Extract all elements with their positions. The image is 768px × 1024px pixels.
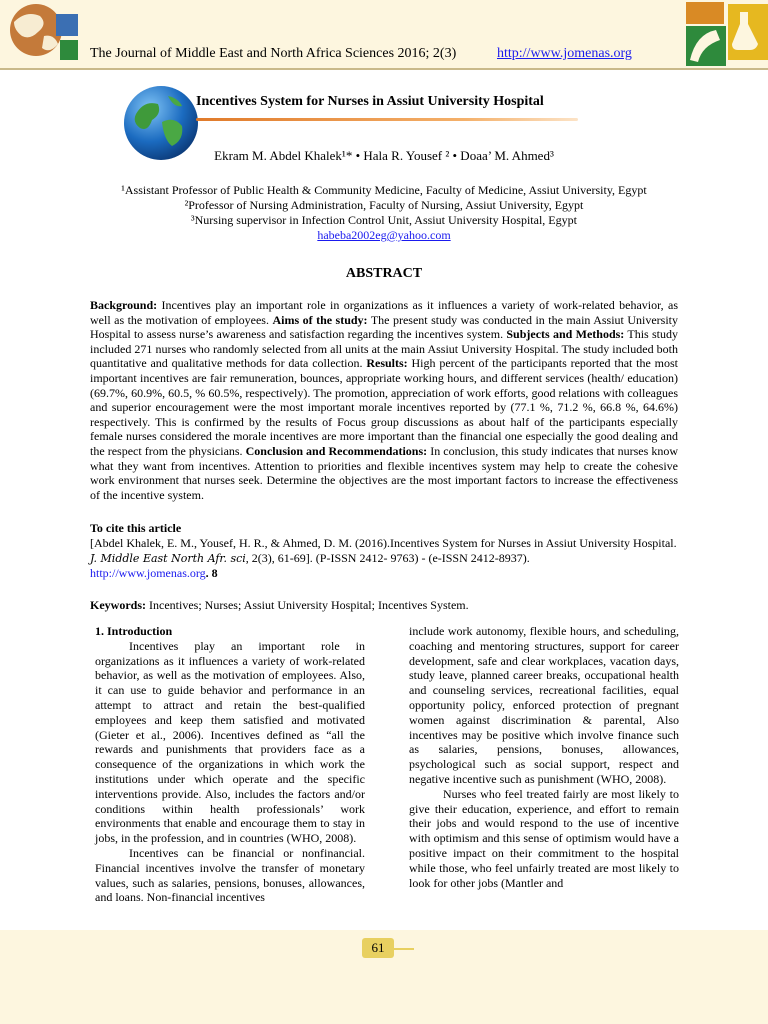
body-column-left [95,624,365,905]
author-list: Ekram M. Abdel Khalek¹* • Hala R. Yousef ² • Doaa’ M. Ahmed³ [214,148,554,163]
paragraph: Nurses who feel treated fairly are most likely to give their education, experience, and effort to remain their jobs and would respond to the use of incentive with optimism and this sense of optimism would have a positive impact on their commitment to the hospital while those, who feel unfairly treated are most likely to look for other jobs (Mantler and [409,786,679,890]
citation-part-b: , 2(3), 61-69]. (P-ISSN 2412- 9763) - (e-ISSN 2412-8937). [245,551,530,565]
affiliation-2: ²Professor of Nursing Administration, Faculty of Nursing, Assiut University, Egypt [184,198,584,212]
background-text: Incentives play an important role in organizations as it influences a variety of work-related behavior, as well as the motivation of employees. [90,298,679,327]
keywords-label: Keywords: [90,598,146,612]
citation-text [90,536,678,581]
citation-part-a: [Abdel Khalek, E. M., Yousef, H. R., & Ahmed, D. M. (2016).Incentives System for Nurses in Assiut University Hospital. [90,536,677,550]
citation-url-link[interactable]: http://www.jomenas.org [90,566,206,580]
subjects-text: This study included 271 nurses who randomly selected from all units at the main Assiut University Hospital. The study included both quantitative and qualitative methods for data collection. [90,327,678,371]
paragraph: include work autonomy, flexible hours, and scheduling, coaching and mentoring structures, support for career development, safe and clear workplaces, vacation days, study leave, planned career breaks, occupational health and counseling services, recreational facilities, equal opportunity policy, enforced protection of pregnant women against discrimination & parental, Also incentives may be positive which involve finance such as salaries, pensions, bonuses, allowances, psychological such as social support, respect and negative incentive such as punishment (WHO, 2008). [409,624,679,786]
subjects-label: Subjects and Methods: [506,327,625,342]
aims-text: The present study was conducted in the main Assiut University Hospital to assess nurse’s awareness and satisfaction regarding the incentives system. [90,312,679,342]
affiliations [0,183,768,243]
conclusion-label: Conclusion and Recommendations: [245,443,428,458]
journal-name: The Journal of Middle East and North Africa Sciences 2016; 2(3) [90,46,457,61]
page-number-tab [394,948,414,950]
results-text: High percent of the participants reported that the most important incentives are fair remuneration, bounces, appropriate working hours, and different services (health/ education) (69.7%, 60.9%, 60.5, % 60.5%, respectively). The promotion, appreciation of work efforts, good relations with colleagues and superior encouragement were the most important morale incentives reported by (77.1 %, 71.2 %, 66.8 %, 64.6%) respectively. This is confirmed by the results of Focus group discussions as about half of the participants especially female nurses considered the morale incentives are more important than the financial one especially the good dealing and the respect from the physicians. [90,356,679,458]
conclusion-text: In conclusion, this study indicates that nurses know what they want from incentives. Attention to priorities and flexible incentives system may help to create the cohesive work environment that nurses seek. Determine the objectives are the most important factors to increase the effectiveness of the incentive system. [90,443,679,502]
aims-label: Aims of the study: [272,312,368,327]
keywords [90,598,469,613]
journal-header [0,0,768,68]
abstract-heading: ABSTRACT [345,266,423,281]
title-underline [196,118,578,121]
cite-heading: To cite this article [90,521,182,535]
journal-website-link[interactable]: http://www.jomenas.org [497,46,632,61]
section-heading: 1. Introduction [95,624,173,638]
affiliation-1: ¹Assistant Professor of Public Health & Community Medicine, Faculty of Medicine, Assiut University, Egypt [121,183,647,197]
background-label: Background: [90,298,158,312]
citation-ref-number: . 8 [205,566,218,580]
affiliation-3: ³Nursing supervisor in Infection Control Unit, Assiut University Hospital, Egypt [191,213,577,227]
header-rule [0,68,768,70]
results-label: Results: [366,356,408,371]
body-column-right [409,624,679,890]
abstract-text [90,298,678,502]
keywords-text: Incentives; Nurses; Assiut University Hospital; Incentives System. [149,598,469,612]
paragraph: Incentives play an important role in organizations as it influences a variety of work-related behavior, as well as the motivation of employees. Also, it can use to guide behavior and performance in an attempt to attract and retain the best-qualified employees and keep them satisfied and motivated (Gieter et al., 2006). Incentives defined as “all the rewards and punishments that providers face as a consequence of the organizations in which work the institutions under which operate and the specific interventions provide. Also, includes the factors and/or conditions within health professionals’ work environments that enable and encourage them to stay in jobs, in the profession, and in countries (WHO, 2008). [95,638,365,846]
globe-logo-icon [0,0,78,62]
citation-journal: J. Middle East North Afr. sci [90,552,246,565]
page-number: 61 [362,938,394,958]
science-flask-logo-icon [684,0,768,66]
article-title: Incentives System for Nurses in Assiut University Hospital [196,94,544,109]
author-email-link[interactable]: habeba2002eg@yahoo.com [317,228,451,242]
paragraph: Incentives can be financial or nonfinancial. Financial incentives involve the transfer of monetary values, such as salaries, pensions, bonuses, allowances, and loans. Non-financial incentives [95,845,365,905]
